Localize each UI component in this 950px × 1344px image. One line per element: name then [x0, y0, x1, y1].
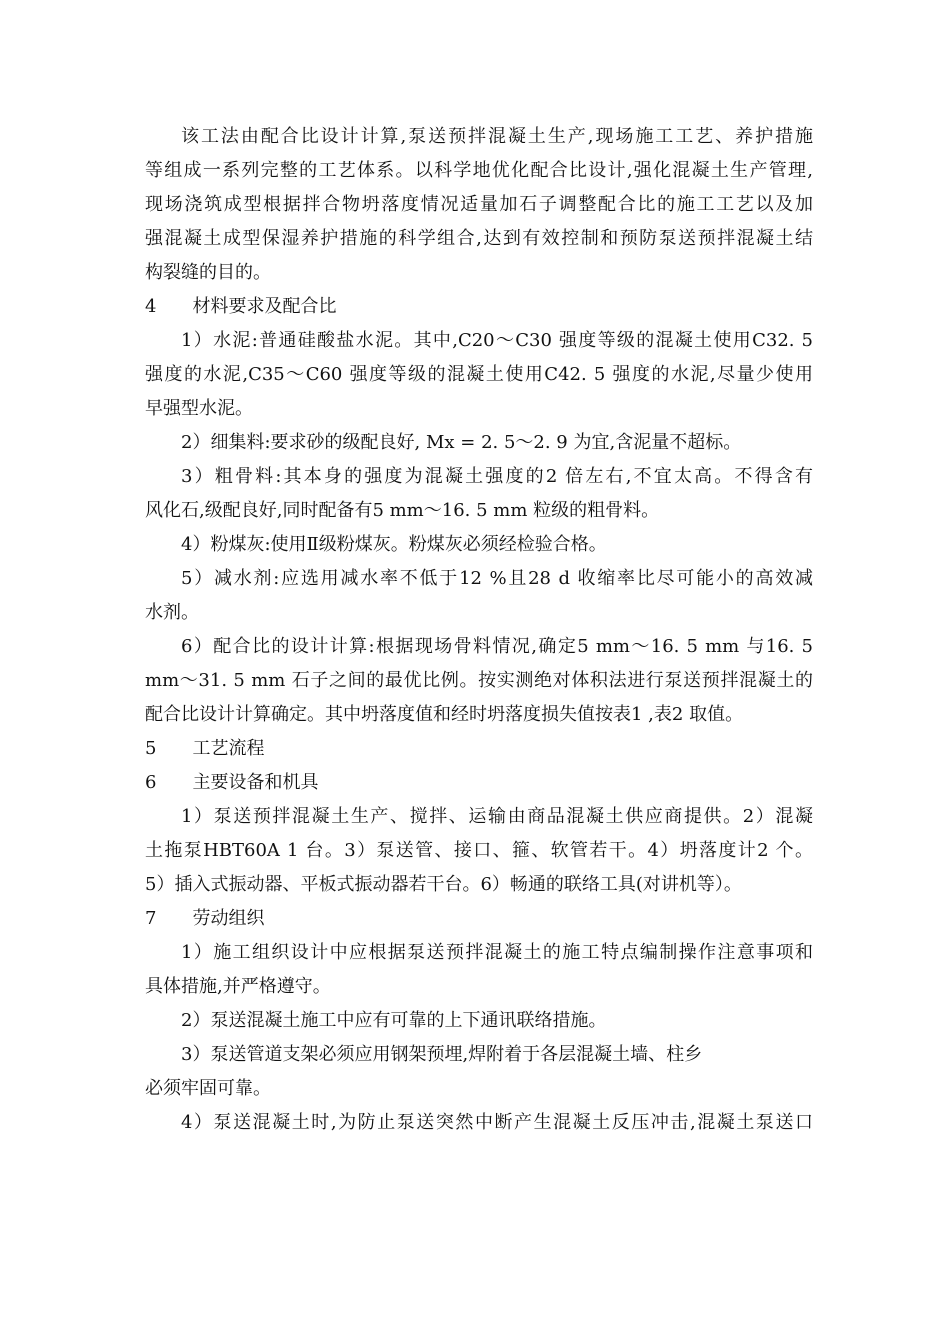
paragraph-line: 2）细集料:要求砂的级配良好, Mx = 2. 5～2. 9 为宜,含泥量不超标。	[181, 432, 742, 453]
paragraph-line: 4）泵送混凝土时,为防止泵送突然中断产生混凝土反压冲击,混凝土泵送口	[181, 1112, 813, 1133]
paragraph-line: 风化石,级配良好,同时配备有5 mm～16. 5 mm 粒级的粗骨料。	[145, 500, 660, 521]
paragraph-line: 具体措施,并严格遵守。	[145, 976, 331, 997]
section-heading: 7 劳动组织	[145, 908, 265, 929]
paragraph-line: 2）泵送混凝土施工中应有可靠的上下通讯联络措施。	[181, 1010, 607, 1031]
paragraph-line: 1）泵送预拌混凝土生产、搅拌、运输由商品混凝土供应商提供。2）混凝	[181, 806, 813, 827]
paragraph-line: 该工法由配合比设计计算,泵送预拌混凝土生产,现场施工工艺、养护措施	[181, 126, 813, 147]
paragraph-line: 3）泵送管道支架必须应用钢架预埋,焊附着于各层混凝土墙、柱乡	[181, 1044, 703, 1065]
paragraph-line: 早强型水泥。	[145, 398, 253, 419]
paragraph-line: 3）粗骨料:其本身的强度为混凝土强度的2 倍左右,不宜太高。不得含有	[181, 466, 813, 487]
section-heading: 5 工艺流程	[145, 738, 265, 759]
paragraph-line: 5）插入式振动器、平板式振动器若干台。6）畅通的联络工具(对讲机等）。	[145, 874, 742, 895]
section-heading: 6 主要设备和机具	[145, 772, 319, 793]
section-heading: 4 材料要求及配合比	[145, 296, 337, 317]
paragraph-line: 4）粉煤灰:使用Ⅱ级粉煤灰。粉煤灰必须经检验合格。	[181, 534, 607, 555]
paragraph-line: 土拖泵HBT60A 1 台。3）泵送管、接口、箍、软管若干。4）坍落度计2 个。	[145, 840, 813, 861]
paragraph-line: 5）减水剂:应选用减水率不低于12 %且28 d 收缩率比尽可能小的高效减	[181, 568, 813, 589]
paragraph-line: 强度的水泥,C35～C60 强度等级的混凝土使用C42. 5 强度的水泥,尽量少使用	[145, 364, 813, 385]
paragraph-line: mm～31. 5 mm 石子之间的最优比例。按实测绝对体积法进行泵送预拌混凝土的	[145, 670, 813, 691]
paragraph-line: 水剂。	[145, 602, 199, 623]
paragraph-line: 强混凝土成型保湿养护措施的科学组合,达到有效控制和预防泵送预拌混凝土结	[145, 228, 813, 249]
paragraph-line: 等组成一系列完整的工艺体系。以科学地优化配合比设计,强化混凝土生产管理,	[145, 160, 813, 181]
paragraph-line: 6）配合比的设计计算:根据现场骨料情况,确定5 mm～16. 5 mm 与16. 5	[181, 636, 813, 657]
paragraph-line: 构裂缝的目的。	[145, 262, 271, 283]
paragraph-line: 配合比设计计算确定。其中坍落度值和经时坍落度损失值按表1 ,表2 取值。	[145, 704, 744, 725]
paragraph-line: 必须牢固可靠。	[145, 1078, 271, 1099]
document-body	[145, 120, 813, 1140]
paragraph-line: 1）水泥:普通硅酸盐水泥。其中,C20～C30 强度等级的混凝土使用C32. 5	[181, 330, 813, 351]
paragraph-line: 1）施工组织设计中应根据泵送预拌混凝土的施工特点编制操作注意事项和	[181, 942, 813, 963]
paragraph-line: 现场浇筑成型根据拌合物坍落度情况适量加石子调整配合比的施工工艺以及加	[145, 194, 813, 215]
